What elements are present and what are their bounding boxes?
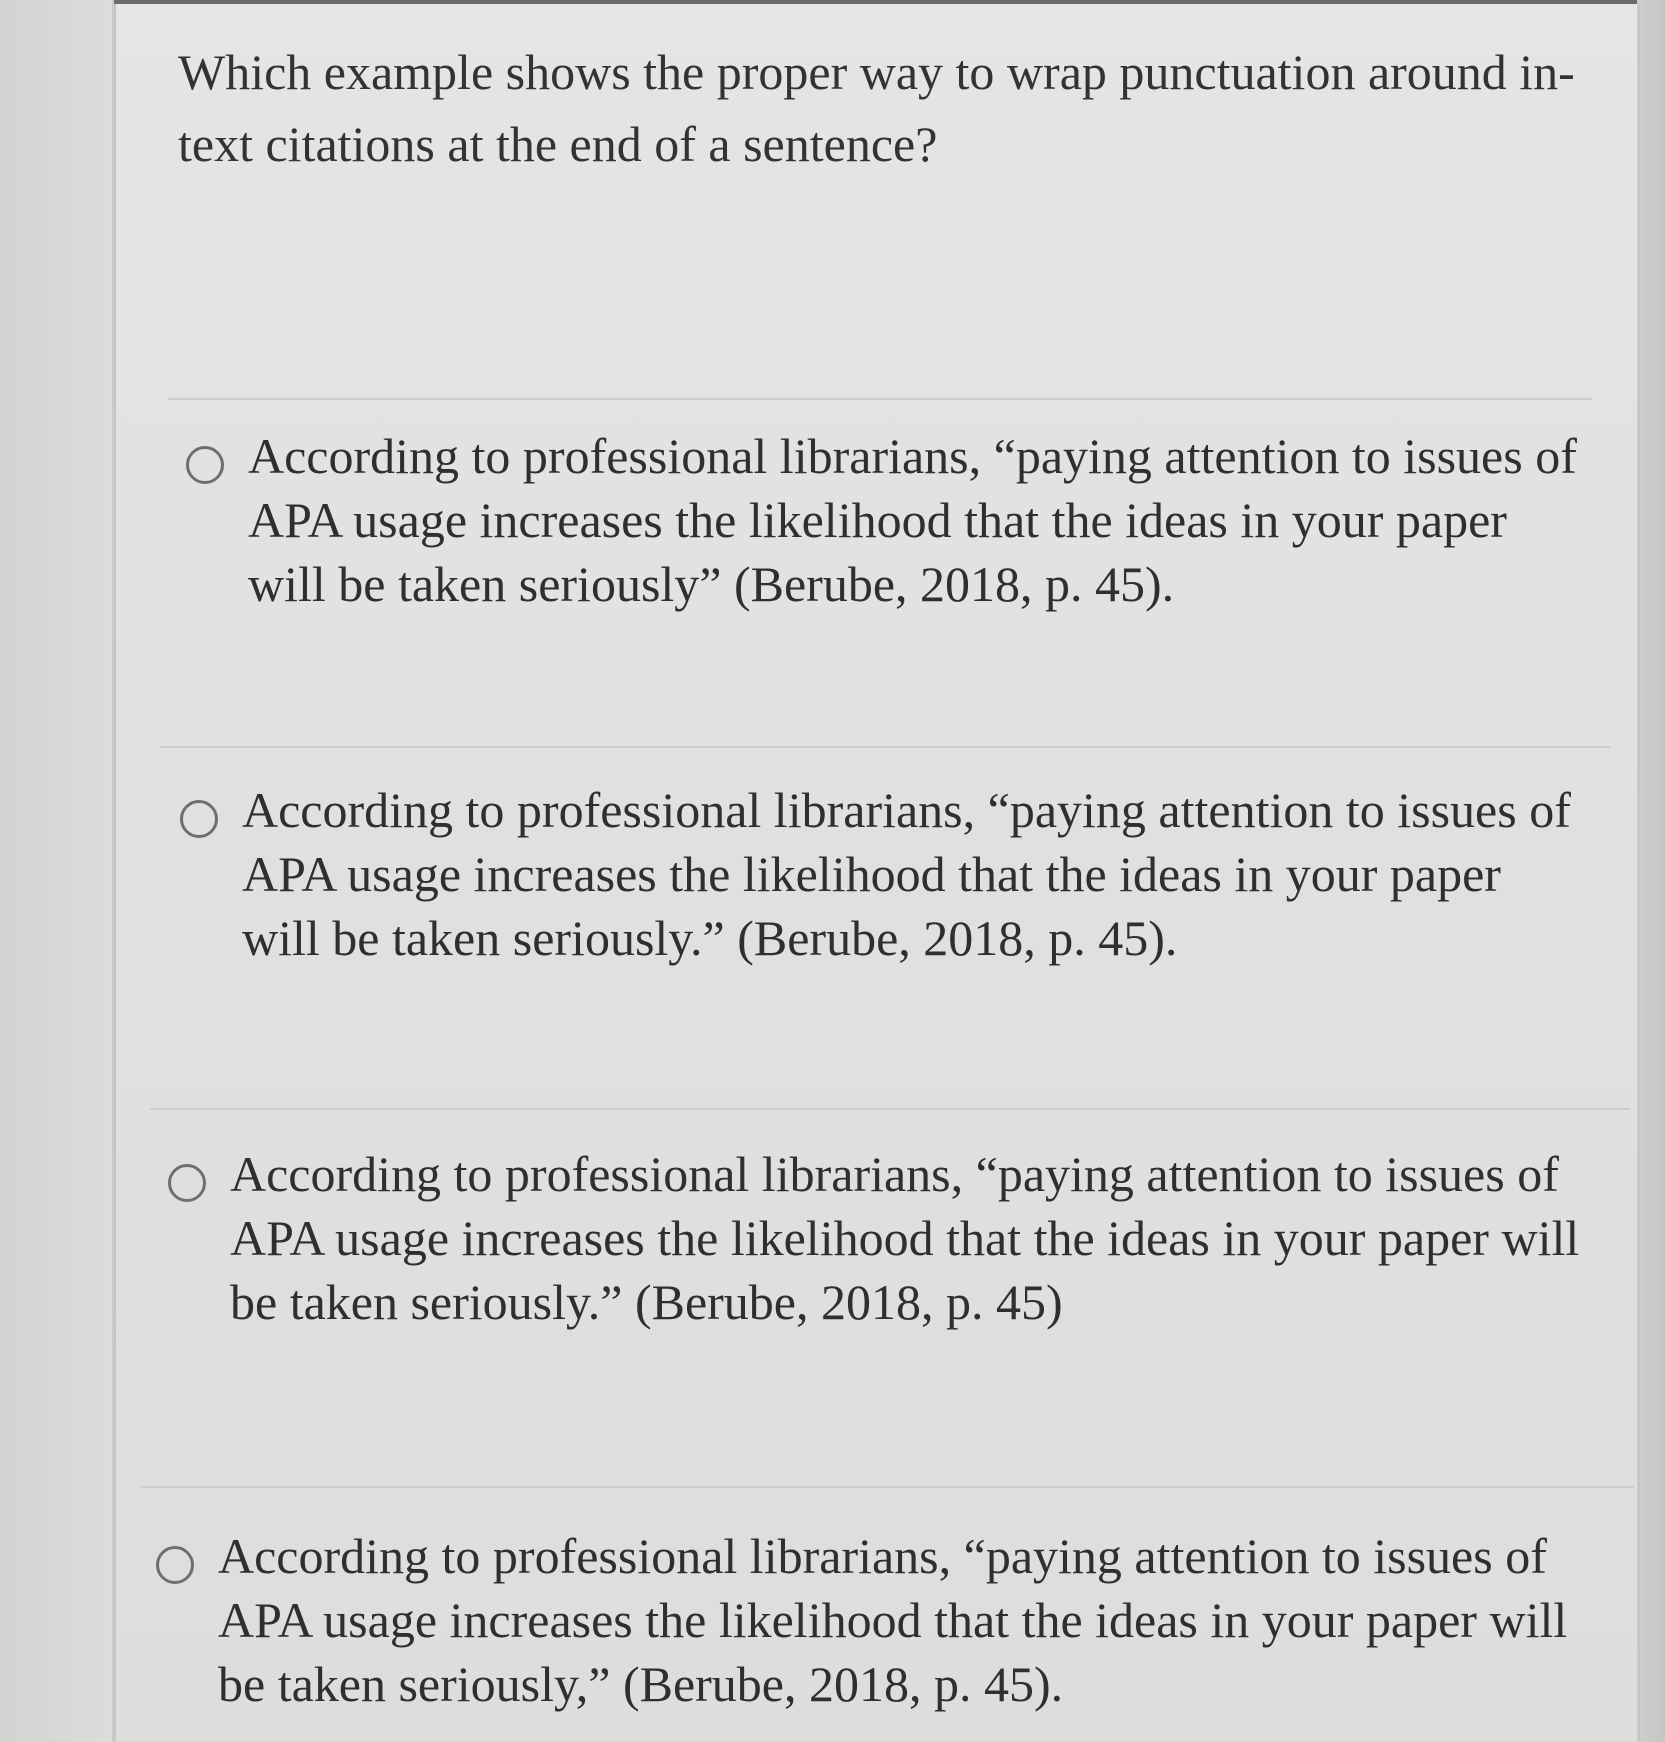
radio-button[interactable] bbox=[180, 800, 218, 838]
answer-option-2[interactable] bbox=[180, 778, 1590, 970]
radio-button[interactable] bbox=[156, 1546, 194, 1584]
radio-button[interactable] bbox=[186, 446, 224, 484]
divider bbox=[140, 1486, 1634, 1488]
answer-option-3[interactable] bbox=[168, 1142, 1598, 1334]
divider bbox=[160, 746, 1610, 748]
answer-option-label: According to professional librarians, “paying attention to issues of APA usage increases the likelihood that the ideas in your paper will be taken seriously” (Berube, 2018, p. 45). bbox=[248, 428, 1577, 612]
left-margin bbox=[0, 0, 114, 1742]
right-margin bbox=[1637, 0, 1665, 1742]
divider bbox=[168, 398, 1592, 400]
radio-button[interactable] bbox=[168, 1164, 206, 1202]
answer-option-label: According to professional librarians, “paying attention to issues of APA usage increases the likelihood that the ideas in your paper will be taken seriously,” (Berube, 2018, p. 45). bbox=[218, 1528, 1568, 1712]
divider bbox=[150, 1108, 1630, 1110]
answer-option-label: According to professional librarians, “paying attention to issues of APA usage increases the likelihood that the ideas in your paper will be taken seriously.” (Berube, 2018, p. 45). bbox=[242, 782, 1571, 966]
question-text: Which example shows the proper way to wrap punctuation around in-text citations at the end of a sentence? bbox=[178, 44, 1575, 172]
answer-option-1[interactable] bbox=[186, 424, 1586, 616]
answer-option-4[interactable] bbox=[156, 1524, 1606, 1716]
answer-option-label: According to professional librarians, “paying attention to issues of APA usage increases the likelihood that the ideas in your paper will be taken seriously.” (Berube, 2018, p. 45) bbox=[230, 1146, 1580, 1330]
